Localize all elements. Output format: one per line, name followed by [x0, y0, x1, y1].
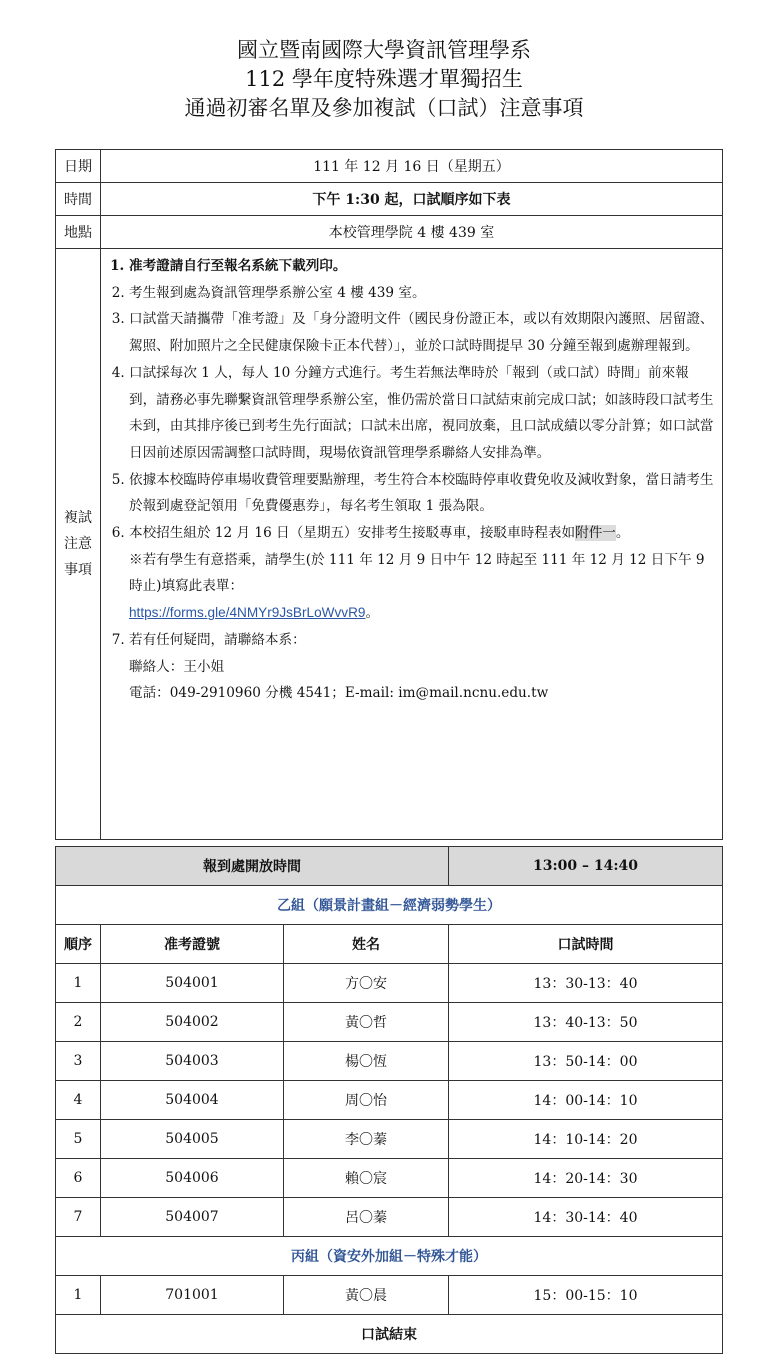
- row-order: 7: [56, 1198, 101, 1237]
- notes-list: [107, 253, 714, 547]
- note-1: 1. 准考證請自行至報名系統下載列印。: [129, 253, 714, 280]
- notes-label-text: 複試注意事項: [64, 510, 92, 578]
- time-value: 下午 1:30 起，口試順序如下表: [101, 183, 723, 216]
- row-order: 5: [56, 1120, 101, 1159]
- form-link-end: 。: [365, 605, 380, 622]
- note-2: 2. 考生報到處為資訊管理學系辦公室 4 樓 439 室。: [129, 280, 714, 307]
- table-row: [56, 964, 723, 1003]
- date-value: 111 年 12 月 16 日（星期五）: [101, 150, 723, 183]
- open-time-value: 13:00 – 14:40: [449, 847, 723, 886]
- end-label: 口試結束: [56, 1315, 723, 1354]
- table-row: [56, 1081, 723, 1120]
- row-order: 3: [56, 1042, 101, 1081]
- row-name: 楊〇恆: [284, 1042, 449, 1081]
- row-time: 14：10-14：20: [449, 1120, 723, 1159]
- note-7: 7. 若有任何疑問，請聯絡本系：: [129, 627, 714, 654]
- row-time: 14：00-14：10: [449, 1081, 723, 1120]
- row-name: 周〇怡: [284, 1081, 449, 1120]
- row-ticket: 504004: [101, 1081, 284, 1120]
- table-row: [56, 1120, 723, 1159]
- row-ticket: 504007: [101, 1198, 284, 1237]
- header-ticket: 准考證號: [101, 925, 284, 964]
- row-time: 14：30-14：40: [449, 1198, 723, 1237]
- title-line-1: 國立暨南國際大學資訊管理學系: [237, 38, 531, 62]
- row-name: 賴〇宸: [284, 1159, 449, 1198]
- note-5: 5. 依據本校臨時停車場收費管理要點辦理，考生符合本校臨時停車收費免收及減收對象，當日請考生於報到處登記領用「免費優惠券」，每名考生領取 1 張為限。: [129, 467, 714, 520]
- row-order: 4: [56, 1081, 101, 1120]
- shuttle-note-text: ※若有學生有意搭乘，請學生(於 111 年 12 月 9 日中午 12 時起至 111 年 12 月 12 日下午 9 時止)填寫此表單：: [129, 551, 705, 595]
- note-6: [129, 520, 714, 547]
- row-order: 2: [56, 1003, 101, 1042]
- header-name: 姓名: [284, 925, 449, 964]
- row-name: 李〇蓁: [284, 1120, 449, 1159]
- attachment-1-link[interactable]: 附件一: [575, 525, 616, 542]
- header-row: [56, 925, 723, 964]
- row-order: 6: [56, 1159, 101, 1198]
- date-label: 日期: [56, 150, 101, 183]
- note-6-end: 。: [615, 525, 630, 542]
- note-6-text: 本校招生組於 12 月 16 日（星期五）安排考生接駁專車，接駁車時程表如: [129, 525, 576, 542]
- row-order: 1: [56, 964, 101, 1003]
- open-time-label: 報到處開放時間: [56, 847, 449, 886]
- row-ticket: 504005: [101, 1120, 284, 1159]
- group-b-title: 乙組（願景計畫組－經濟弱勢學生）: [56, 886, 723, 925]
- row-ticket: 701001: [101, 1276, 284, 1315]
- place-label: 地點: [56, 216, 101, 249]
- notes-label: [56, 249, 101, 840]
- document-title: [0, 36, 768, 123]
- info-table: [55, 149, 723, 840]
- row-name: 黃〇哲: [284, 1003, 449, 1042]
- place-value: 本校管理學院 4 樓 439 室: [101, 216, 723, 249]
- shuttle-note: [107, 547, 714, 627]
- row-name: 黃〇晨: [284, 1276, 449, 1315]
- row-time: 13：50-14：00: [449, 1042, 723, 1081]
- row-ticket: 504001: [101, 964, 284, 1003]
- note-4: 4. 口試採每次 1 人，每人 10 分鐘方式進行。考生若無法準時於「報到（或口試）時間」前來報到，請務必事先聯繫資訊管理學系辦公室，惟仍需於當日口試結束前完成口試；如該時段口試考生未到，由其排序後已到考生先行面試；口試未出席，視同放棄，且口試成績以零分計算；如口試當日因前述原因需調整口試時間，現場依資訊管理學系聯絡人安排為準。: [129, 360, 714, 467]
- time-label: 時間: [56, 183, 101, 216]
- row-time: 14：20-14：30: [449, 1159, 723, 1198]
- row-time: 13：40-13：50: [449, 1003, 723, 1042]
- row-order: 1: [56, 1276, 101, 1315]
- notes-list-2: [107, 627, 714, 654]
- row-ticket: 504006: [101, 1159, 284, 1198]
- table-row: [56, 1042, 723, 1081]
- table-row: [56, 1159, 723, 1198]
- row-ticket: 504003: [101, 1042, 284, 1081]
- table-row: [56, 1198, 723, 1237]
- form-link[interactable]: https://forms.gle/4NMYr9JsBrLoWvvR9: [129, 605, 366, 621]
- contact-person: 聯絡人：王小姐: [129, 658, 225, 675]
- open-time-row: [56, 847, 723, 886]
- note-3: 3. 口試當天請攜帶「准考證」及「身分證明文件（國民身份證正本，或以有效期限內護照、居留證、駕照、附加照片之全民健康保險卡正本代替）」，並於口試時間提早 30 分鐘至報到處辦理報到。: [129, 306, 714, 359]
- row-time: 13：30-13：40: [449, 964, 723, 1003]
- row-name: 呂〇蓁: [284, 1198, 449, 1237]
- row-ticket: 504002: [101, 1003, 284, 1042]
- schedule-table: [55, 846, 723, 1354]
- row-time: 15：00-15：10: [449, 1276, 723, 1315]
- title-line-3: 通過初審名單及參加複試（口試）注意事項: [184, 96, 584, 120]
- row-name: 方〇安: [284, 964, 449, 1003]
- end-row: [56, 1315, 723, 1354]
- header-time: 口試時間: [449, 925, 723, 964]
- group-c-title: 丙組（資安外加組－特殊才能）: [56, 1237, 723, 1276]
- notes-cell: [101, 249, 723, 840]
- table-row: [56, 1276, 723, 1315]
- group-b-row: [56, 886, 723, 925]
- title-line-2: 112 學年度特殊選才單獨招生: [245, 67, 523, 91]
- header-order: 順序: [56, 925, 101, 964]
- group-c-row: [56, 1237, 723, 1276]
- table-row: [56, 1003, 723, 1042]
- contact-phone: 電話：049-2910960 分機 4541；E-mail: im@mail.ncnu.edu.tw: [129, 685, 549, 702]
